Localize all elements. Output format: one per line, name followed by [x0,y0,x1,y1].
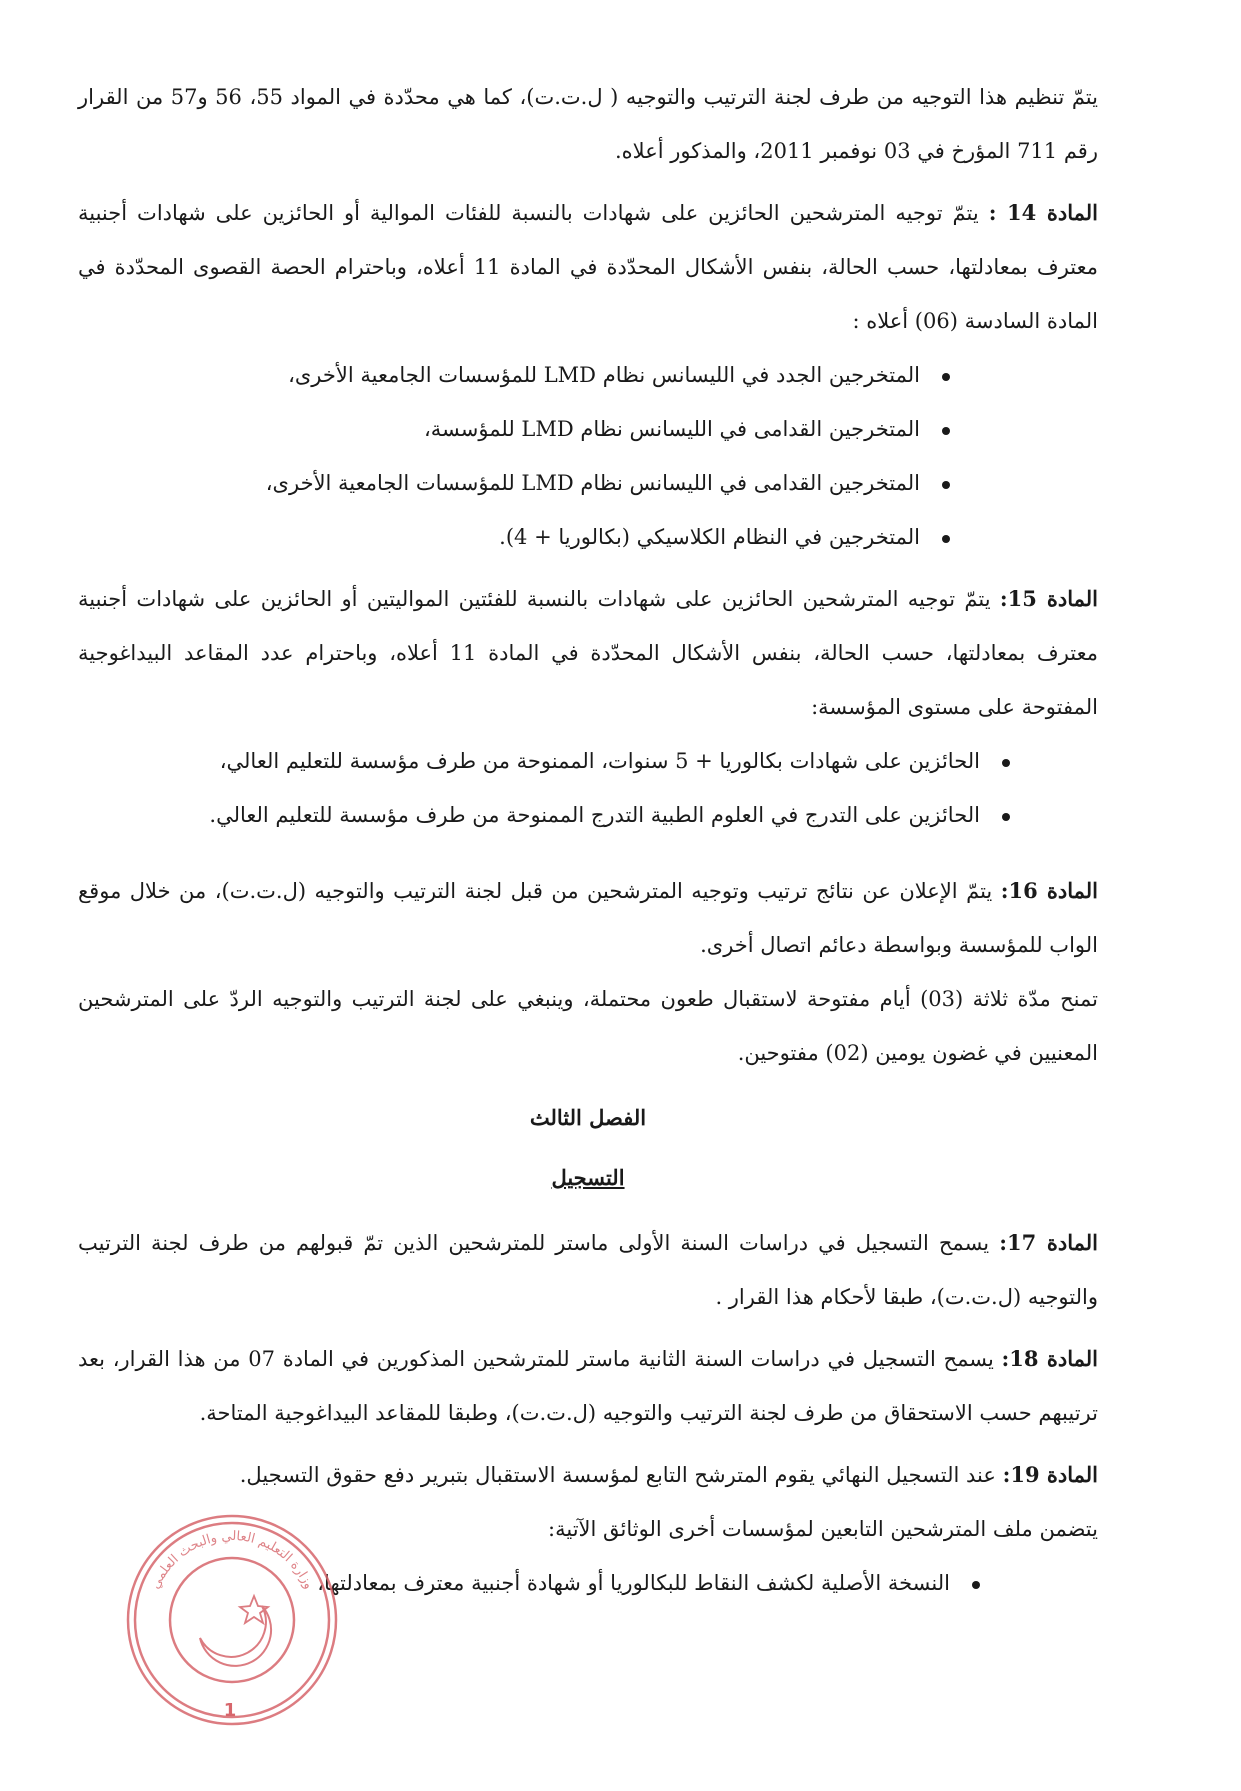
intro-paragraph: يتمّ تنظيم هذا التوجيه من طرف لجنة الترتيب والتوجيه ( ل.ت.ت)، كما هي محدّدة في المواد 55، 56 و57 من القرار رقم 711 المؤرخ في 03 نوفمبر 2011، والمذكور أعلاه. [78,85,1098,163]
bullet-icon [942,535,950,543]
article-15-list [78,734,1098,842]
article-18-text: يسمح التسجيل في دراسات السنة الثانية ماستر للمترشحين المذكورين في المادة 07 من هذا القرار، بعد ترتيبهم حسب الاستحقاق من طرف لجنة الترتيب والتوجيه (ل.ت.ت)، وطبقا للمقاعد البيداغوجية المتاحة. [78,1347,1098,1425]
article-16-appeals: تمنح مدّة ثلاثة (03) أيام مفتوحة لاستقبال طعون محتملة، وينبغي على لجنة الترتيب والتوجيه الردّ على المترشحين المعنيين في غضون يومين (02) مفتوحين. [78,987,1098,1065]
article-17 [78,1216,1098,1324]
list-item: المتخرجين القدامى في الليسانس نظام LMD للمؤسسة، [78,402,1098,456]
svg-text:وزارة التعليم العالي والبحث ال: وزارة التعليم العالي والبحث العلمي [147,1528,317,1592]
article-14-label: المادة 14 : [988,200,1099,225]
list-item: المتخرجين القدامى في الليسانس نظام LMD للمؤسسات الجامعية الأخرى، [78,456,1098,510]
bullet-icon [942,427,950,435]
article-16-label: المادة 16: [1000,878,1099,903]
article-19 [78,1448,1098,1502]
bullet-icon [942,481,950,489]
bullet-icon [1002,759,1010,767]
article-18 [78,1332,1098,1440]
bullet-icon [942,373,950,381]
article-15 [78,572,1098,734]
article-15-text: يتمّ توجيه المترشحين الحائزين على شهادات بالنسبة للفئتين المواليتين أو الحائزين على شهادات أجنبية معترف بمعادلتها، حسب الحالة، بنفس الأشكال المحدّدة في المادة 11 أعلاه، وباحترام عدد المقاعد البيداغوجية المفتوحة على مستوى المؤسسة: [78,587,1099,719]
article-14-text: يتمّ توجيه المترشحين الحائزين على شهادات بالنسبة للفئات الموالية أو الحائزين على شهادات أجنبية معترف بمعادلتها، حسب الحالة، بنفس الأشكال المحدّدة في المادة 11 أعلاه، وباحترام الحصة القصوى المحدّدة في المادة السادسة (06) أعلاه : [78,201,1098,333]
article-14 [78,186,1098,348]
list-item: النسخة الأصلية لكشف النقاط للبكالوريا أو شهادة أجنبية معترف بمعادلتها، [78,1556,1098,1610]
list-item: المتخرجين الجدد في الليسانس نظام LMD للمؤسسات الجامعية الأخرى، [78,348,1098,402]
article-17-label: المادة 17: [999,1230,1099,1255]
article-18-label: المادة 18: [1001,1346,1099,1371]
list-item: الحائزين على التدرج في العلوم الطبية التدرج الممنوحة من طرف مؤسسة للتعليم العالي. [78,788,1098,842]
article-19-documents-intro: يتضمن ملف المترشحين التابعين لمؤسسات أخرى الوثائق الآتية: [548,1517,1098,1541]
chapter-heading: الفصل الثالث [529,1105,647,1130]
stamp-seal-icon [122,1510,342,1730]
document-page [78,70,1098,1750]
article-17-text: يسمح التسجيل في دراسات السنة الأولى ماستر للمترشحين الذين تمّ قبولهم من طرف لجنة الترتيب والتوجيه (ل.ت.ت)، طبقا لأحكام هذا القرار . [78,1231,1098,1309]
bullet-icon [1002,813,1010,821]
article-16 [78,864,1098,972]
article-14-list [78,348,1098,564]
list-item: الحائزين على شهادات بكالوريا + 5 سنوات، الممنوحة من طرف مؤسسة للتعليم العالي، [78,734,1098,788]
article-19-label: المادة 19: [1002,1462,1098,1487]
chapter-title: التسجيل [551,1165,625,1190]
bullet-icon [972,1581,980,1589]
article-15-label: المادة 15: [999,586,1099,611]
article-16-text: يتمّ الإعلان عن نتائج ترتيب وتوجيه المترشحين من قبل لجنة الترتيب والتوجيه (ل.ت.ت)، من خلال موقع الواب للمؤسسة وبواسطة دعائم اتصال أخرى. [78,879,1098,957]
svg-text:1: 1 [223,1700,237,1721]
list-item: المتخرجين في النظام الكلاسيكي (بكالوريا + 4). [78,510,1098,564]
official-stamp [122,1510,342,1730]
article-19-text: عند التسجيل النهائي يقوم المترشح التابع لمؤسسة الاستقبال بتبرير دفع حقوق التسجيل. [239,1463,1003,1487]
